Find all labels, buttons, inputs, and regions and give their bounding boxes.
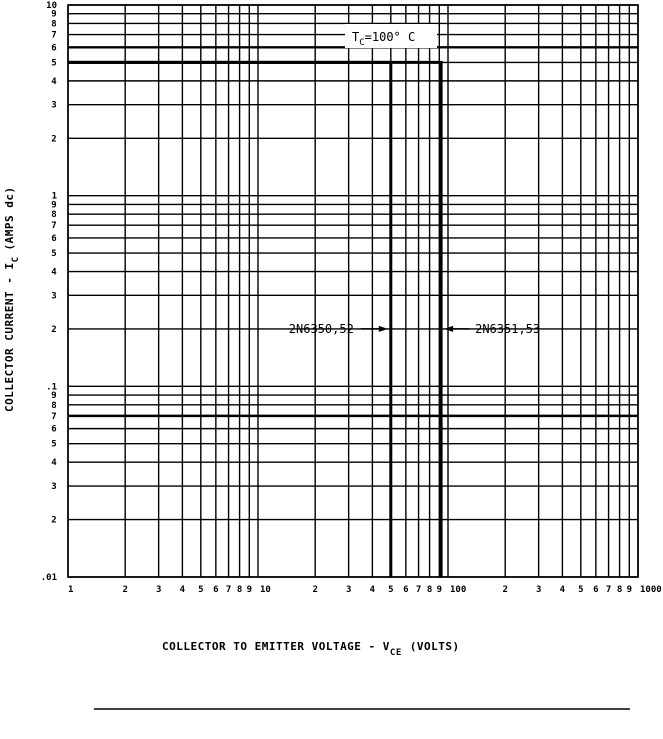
y-tick-label: 1 xyxy=(51,191,57,202)
y-tick-label: 8 xyxy=(51,400,57,411)
x-tick-label: 8 xyxy=(426,585,433,595)
y-axis-title-main: COLLECTOR CURRENT - I xyxy=(3,262,16,412)
y-tick-label: 5 xyxy=(51,439,57,450)
x-tick-label: 6 xyxy=(593,585,599,595)
y-tick-label: 6 xyxy=(51,233,57,244)
x-axis-title-tail: (VOLTS) xyxy=(409,640,460,653)
x-tick-label: 4 xyxy=(179,585,186,595)
x-tick-label: 3 xyxy=(345,585,352,595)
x-tick-label: 9 xyxy=(436,585,443,595)
y-tick-label: 9 xyxy=(51,200,57,211)
x-tick-label: 3 xyxy=(535,585,542,595)
y-axis-title-sub: C xyxy=(11,256,21,263)
x-tick-label: 5 xyxy=(198,585,204,595)
x-tick-label: 8 xyxy=(616,585,623,595)
y-tick-label: 5 xyxy=(51,249,57,260)
x-tick-label: 4 xyxy=(559,585,566,595)
x-tick-label: 9 xyxy=(246,585,253,595)
y-tick-label: 3 xyxy=(51,100,57,111)
y-tick-label: 9 xyxy=(51,9,57,20)
x-tick-label: 6 xyxy=(403,585,409,595)
x-axis-title-sub: CE xyxy=(389,648,402,658)
series-label: 2N6350,52 xyxy=(288,321,354,336)
y-tick-label: 2 xyxy=(51,515,57,526)
x-tick-label: 2 xyxy=(122,585,128,595)
y-tick-label: 4 xyxy=(51,76,57,87)
y-tick-label: 8 xyxy=(51,210,57,221)
x-tick-label: 4 xyxy=(369,585,376,595)
y-tick-label: 2 xyxy=(51,134,57,145)
x-tick-label: 1 xyxy=(68,585,74,595)
y-tick-label: .01 xyxy=(40,573,57,583)
annotation-prefix: T xyxy=(352,30,360,44)
y-axis-title-tail: (AMPS dc) xyxy=(3,186,16,251)
y-tick-label: 7 xyxy=(51,221,57,232)
y-tick-label: 6 xyxy=(51,424,57,435)
y-tick-label: 7 xyxy=(51,30,57,41)
x-tick-label: 2 xyxy=(502,585,508,595)
y-tick-label: 8 xyxy=(51,19,57,30)
x-tick-label: 7 xyxy=(415,585,422,595)
series-label: 2N6351,53 xyxy=(475,321,541,336)
y-tick-label: 4 xyxy=(51,267,57,278)
temperature-annotation xyxy=(345,24,437,48)
x-tick-label: 10 xyxy=(260,585,271,595)
x-axis-title-main: COLLECTOR TO EMITTER VOLTAGE - V xyxy=(162,640,390,653)
x-tick-label: 5 xyxy=(388,585,394,595)
x-tick-label: 8 xyxy=(236,585,243,595)
y-tick-label: 3 xyxy=(51,291,57,302)
y-tick-label: 9 xyxy=(51,391,57,402)
y-tick-label: 4 xyxy=(51,458,57,469)
x-tick-label: 1000 xyxy=(640,585,662,595)
x-tick-label: 3 xyxy=(155,585,162,595)
x-tick-label: 7 xyxy=(225,585,232,595)
y-tick-label: .1 xyxy=(46,382,57,393)
y-tick-label: 6 xyxy=(51,43,57,54)
y-tick-label: 10 xyxy=(46,1,57,11)
x-tick-label: 5 xyxy=(578,585,584,595)
x-tick-label: 6 xyxy=(213,585,219,595)
x-tick-label: 7 xyxy=(605,585,612,595)
y-tick-label: 3 xyxy=(51,482,57,493)
y-tick-label: 5 xyxy=(51,58,57,69)
x-tick-label: 9 xyxy=(626,585,633,595)
y-tick-label: 2 xyxy=(51,324,57,335)
x-tick-label: 100 xyxy=(450,585,467,595)
annotation-subscript: C xyxy=(359,38,365,48)
x-tick-label: 2 xyxy=(312,585,318,595)
y-tick-label: 7 xyxy=(51,411,57,422)
annotation-rest: =100° C xyxy=(364,30,416,44)
